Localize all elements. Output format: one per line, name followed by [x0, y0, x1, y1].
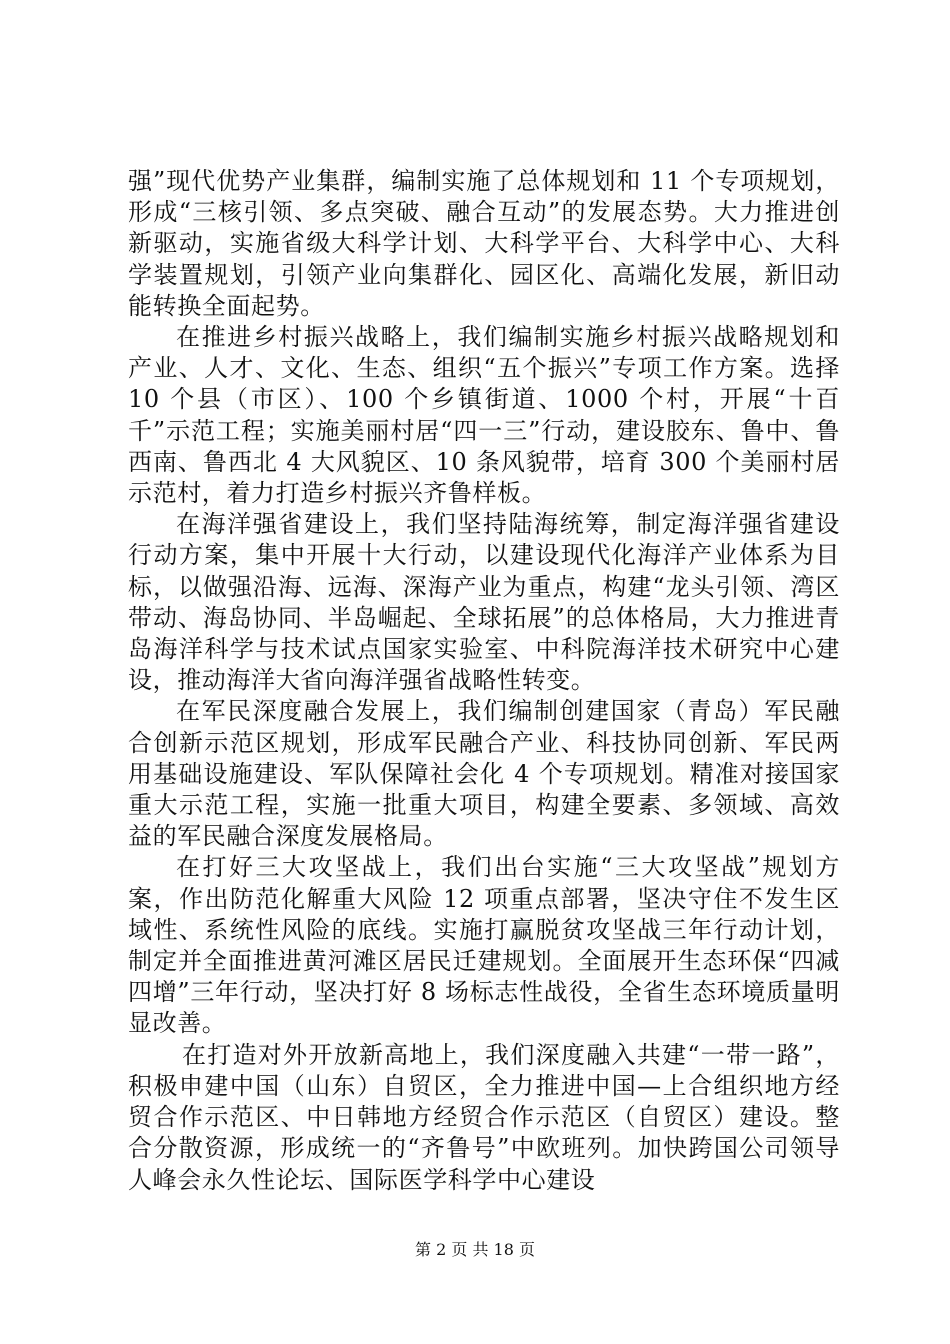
document-body: [128, 166, 840, 1196]
page-footer: 第 2 页 共 18 页: [415, 1240, 535, 1259]
paragraph-continuation: 强”现代优势产业集群，编制实施了总体规划和 11 个专项规划，形成“三核引领、多点突破、融合互动”的发展态势。大力推进创新驱动，实施省级大科学计划、大科学平台、大科学中心、大科学装置规划，引领产业向集群化、园区化、高端化发展，新旧动能转换全面起势。: [128, 167, 840, 320]
paragraph-marine-province: 在海洋强省建设上，我们坚持陆海统筹，制定海洋强省建设行动方案，集中开展十大行动，以建设现代化海洋产业体系为目标，以做强沿海、远海、深海产业为重点，构建“龙头引领、湾区带动、海岛协同、半岛崛起、全球拓展”的总体格局，大力推进青岛海洋科学与技术试点国家实验室、中科院海洋技术研究中心建设，推动海洋大省向海洋强省战略性转变。: [128, 510, 840, 695]
paragraph-rural-revitalization: 在推进乡村振兴战略上，我们编制实施乡村振兴战略规划和产业、人才、文化、生态、组织“五个振兴”专项工作方案。选择 10 个县（市区）、100 个乡镇街道、1000 个村，开展“十百千”示范工程；实施美丽村居“四一三”行动，建设胶东、鲁中、鲁西南、鲁西北 4 大风貌区、10 条风貌带，培育 300 个美丽村居示范村，着力打造乡村振兴齐鲁样板。: [128, 323, 840, 508]
paragraph-opening-up: 在打造对外开放新高地上，我们深度融入共建“一带一路”，积极申建中国（山东）自贸区，全力推进中国—上合组织地方经贸合作示范区、中日韩地方经贸合作示范区（自贸区）建设。整合分散资源，形成统一的“齐鲁号”中欧班列。加快跨国公司领导人峰会永久性论坛、国际医学科学中心建设: [128, 1040, 840, 1194]
paragraph-military-civil-fusion: 在军民深度融合发展上，我们编制创建国家（青岛）军民融合创新示范区规划，形成军民融合产业、科技协同创新、军民两用基础设施建设、军队保障社会化 4 个专项规划。精准对接国家重大示范工程，实施一批重大项目，构建全要素、多领域、高效益的军民融合深度发展格局。: [128, 697, 840, 851]
paragraph-three-battles: 在打好三大攻坚战上，我们出台实施“三大攻坚战”规划方案，作出防范化解重大风险 12 项重点部署，坚决守住不发生区域性、系统性风险的底线。实施打赢脱贫攻坚战三年行动计划，制定并全面推进黄河滩区居民迁建规划。全面展开生态环保“四减四增”三年行动，坚决打好 8 场标志性战役，全省生态环境质量明显改善。: [128, 853, 840, 1038]
